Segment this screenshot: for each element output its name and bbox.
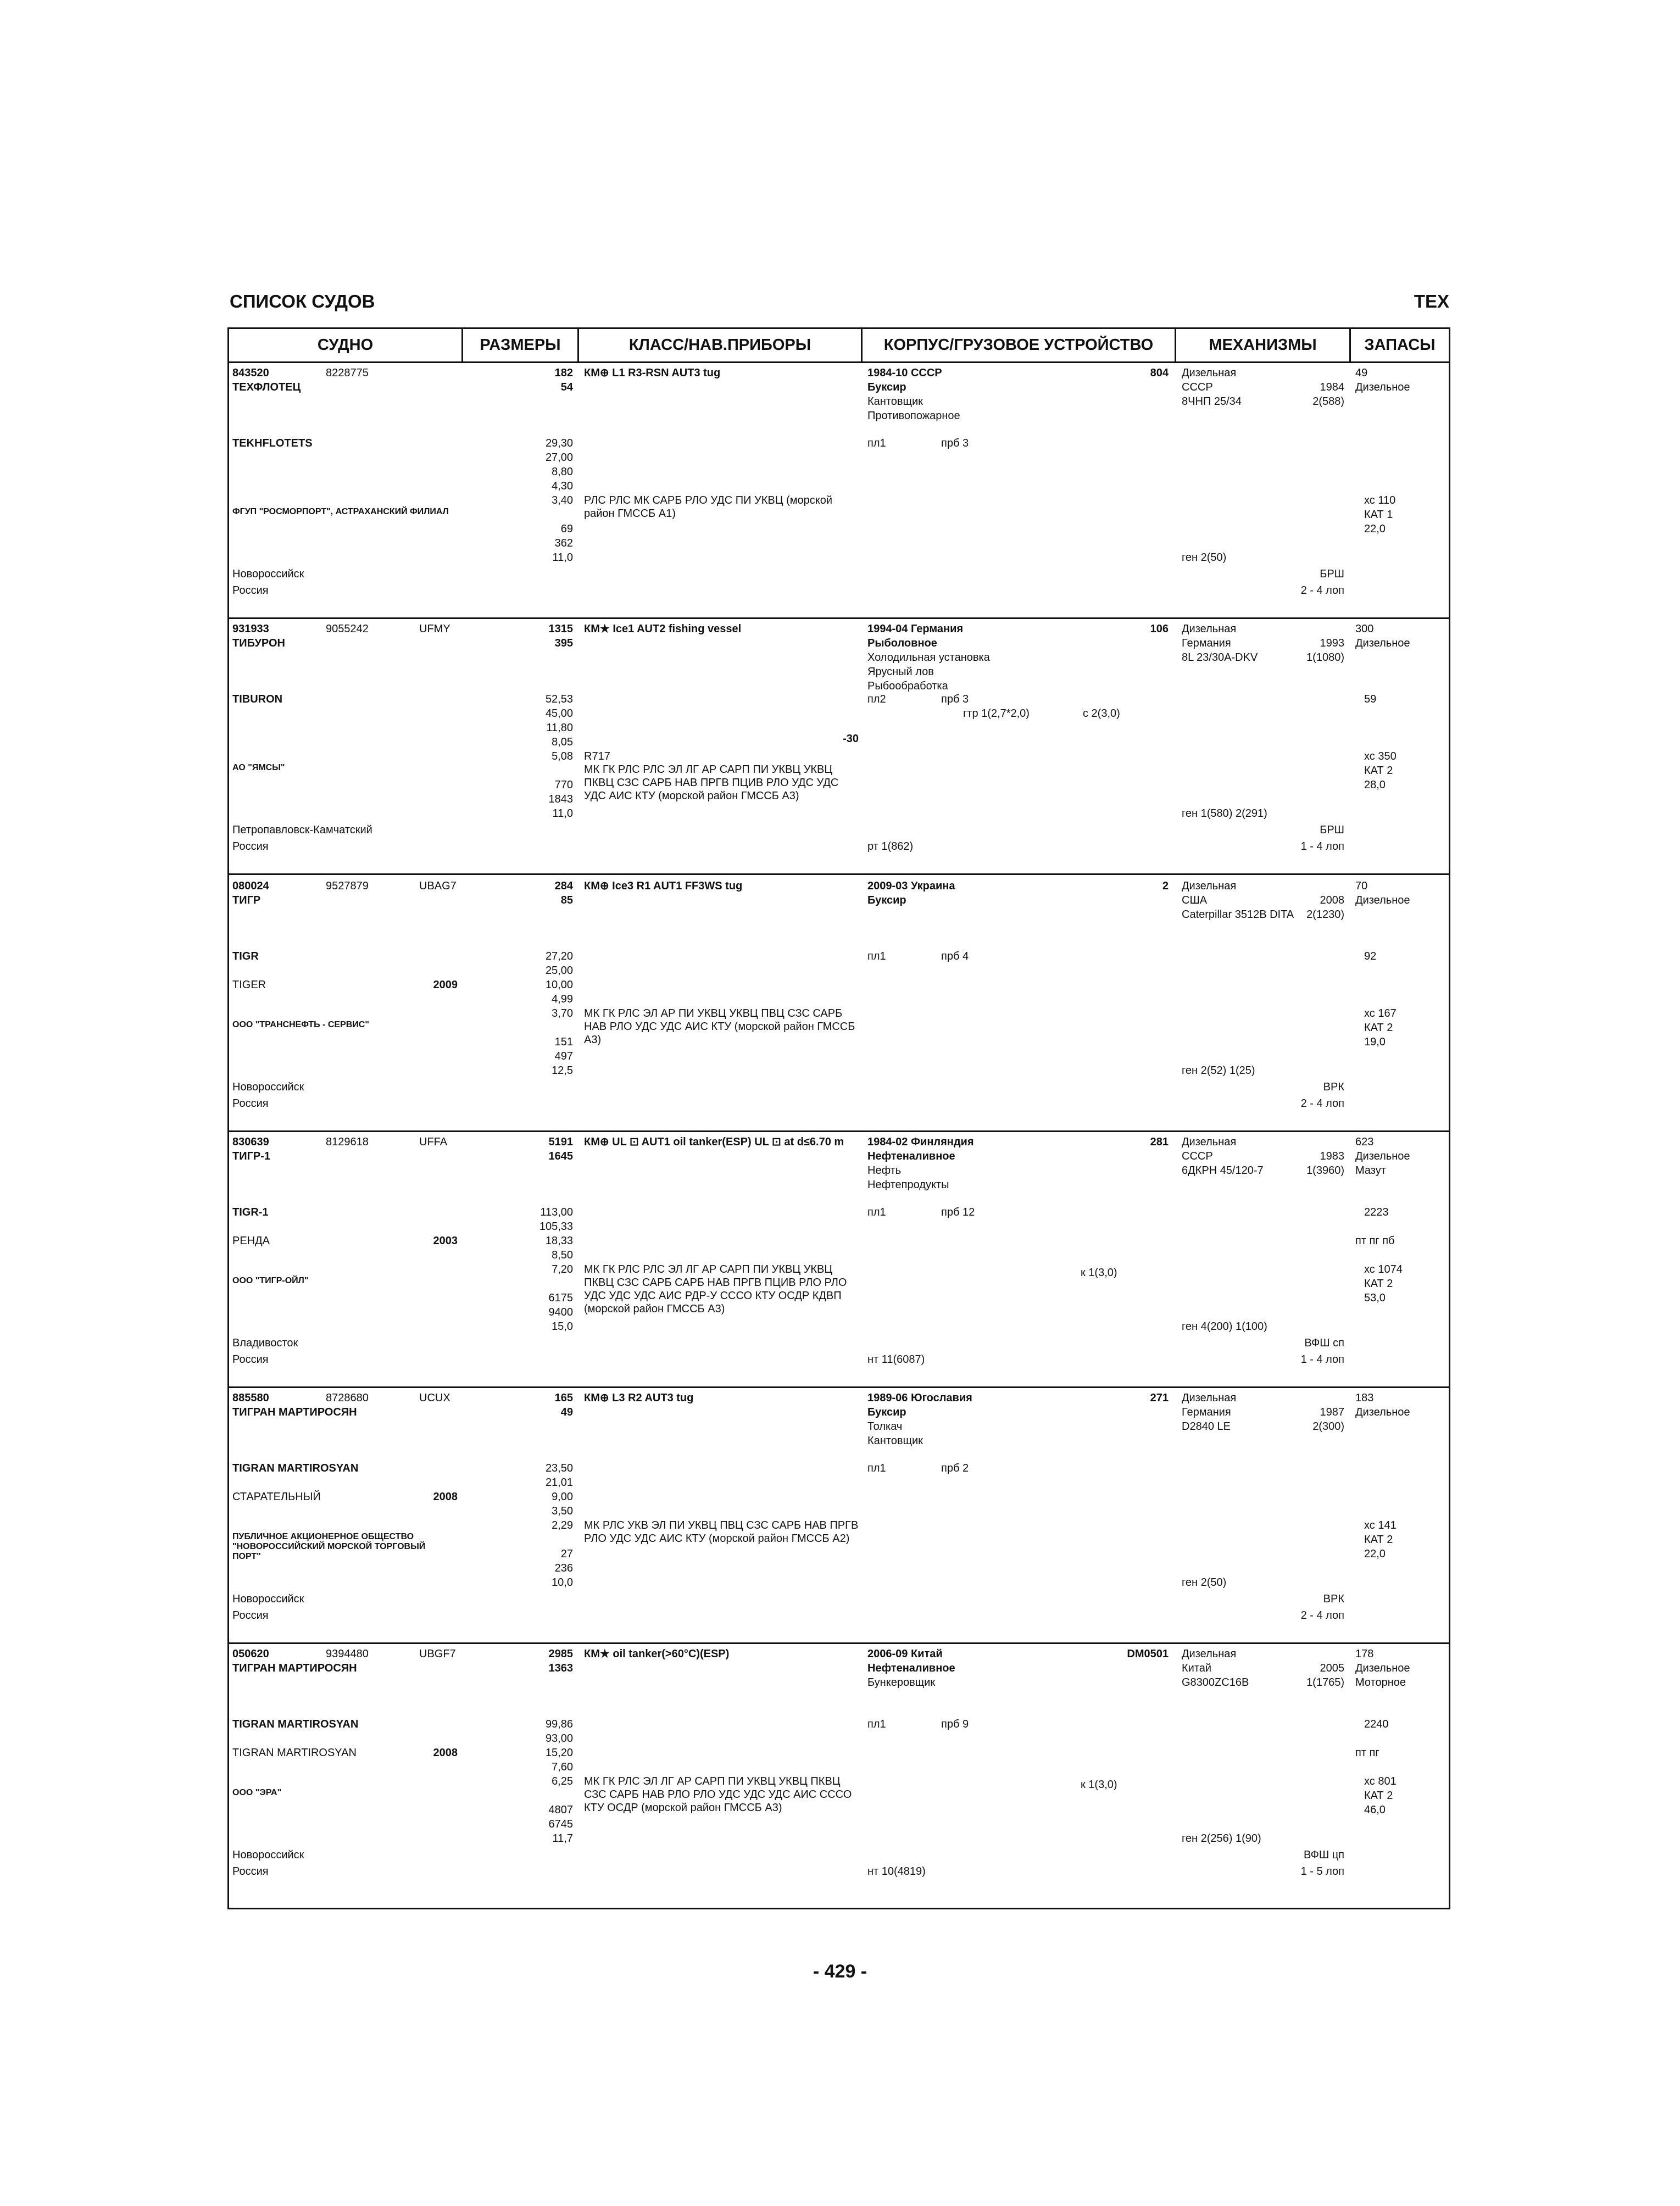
port-of-registry: Новороссийск: [232, 568, 304, 580]
imo-number: 8129618: [326, 1136, 369, 1148]
engine-power: 1(1765): [1306, 1676, 1344, 1689]
call-sign: UBAG7: [419, 880, 457, 892]
stores-detail: КАТ 2: [1364, 1022, 1393, 1034]
page-header: [230, 291, 1449, 319]
imo-number: 8728680: [326, 1392, 369, 1404]
owner: ООО "ЭРА": [232, 1788, 282, 1797]
owner: ПУБЛИЧНОЕ АКЦИОНЕРНОЕ ОБЩЕСТВО "НОВОРОССИЙСКИЙ МОРСКОЙ ТОРГОВЫЙ ПОРТ": [232, 1532, 426, 1561]
port-of-registry: Владивосток: [232, 1337, 298, 1349]
vessel-name: ТИГР-1: [232, 1150, 271, 1162]
engine-power: 2(1230): [1306, 909, 1344, 921]
stores-detail: 623: [1355, 1136, 1374, 1148]
class-number: -30: [843, 733, 859, 745]
registry-number: 050620: [232, 1648, 269, 1660]
owner: ООО "ТРАНСНЕФТЬ - СЕРВИС": [232, 1020, 369, 1029]
registry-number: 931933: [232, 623, 269, 635]
dimension-value: 2,29: [552, 1519, 573, 1531]
stores-detail: КАТ 2: [1364, 1278, 1393, 1290]
engine-detail: США: [1182, 894, 1208, 906]
vessel-type: Холодильная установка: [867, 651, 990, 664]
dimension-value: 18,33: [545, 1235, 573, 1247]
dimension-value: 5,08: [552, 750, 573, 762]
registry-number: 080024: [232, 880, 269, 892]
dimension-value: 1363: [548, 1662, 573, 1674]
stores-detail: КАТ 2: [1364, 765, 1393, 777]
dimension-value: 27,00: [545, 452, 573, 464]
stores-detail: Моторное: [1355, 1676, 1406, 1689]
dimension-value: 11,0: [552, 807, 573, 820]
flag-country: Россия: [232, 840, 269, 853]
builder-number: 2: [1162, 880, 1169, 892]
ship-registry-table: [227, 327, 1450, 1909]
hull-decks: пл1: [867, 1206, 886, 1218]
engine-detail: Китай: [1182, 1662, 1212, 1674]
dimension-value: 362: [554, 537, 573, 549]
build-date-country: 1994-04 Германия: [867, 623, 964, 635]
flag-country: Россия: [232, 584, 269, 597]
call-sign: UFMY: [419, 623, 450, 635]
hull-decks: пл1: [867, 950, 886, 962]
imo-number: 9055242: [326, 623, 369, 635]
dimension-value: 69: [560, 523, 573, 535]
engine-detail: G8300ZC16B: [1182, 1676, 1249, 1689]
vessel-record: [229, 363, 1449, 619]
stores-detail: Дизельное: [1355, 1150, 1410, 1162]
vessel-name-latin: TIGR: [232, 950, 259, 962]
dimension-value: 113,00: [540, 1206, 573, 1218]
builder-number: 106: [1150, 623, 1169, 635]
hull-decks: пл1: [867, 437, 886, 449]
dimension-value: 15,20: [545, 1747, 573, 1759]
dimension-value: 11,80: [546, 722, 573, 734]
flag-country: Россия: [232, 1353, 269, 1366]
class-notation: КМ⊕ L3 R2 AUT3 tug: [584, 1392, 694, 1404]
class-notation: КМ⊕ Ice3 R1 AUT1 FF3WS tug: [584, 880, 743, 892]
vessel-type: Бункеровщик: [867, 1676, 936, 1689]
vessel-name-latin: TIBURON: [232, 693, 283, 705]
engine-detail: D2840 LE: [1182, 1420, 1231, 1433]
vessel-name-latin: TIGRAN MARTIROSYAN: [232, 1462, 359, 1474]
class-notation: КМ⊕ UL ⊡ AUT1 oil tanker(ESP) UL ⊡ at d≤6.70 m: [584, 1136, 844, 1148]
stores-detail: Дизельное: [1355, 1406, 1410, 1418]
former-name-year: 2008: [433, 1747, 458, 1759]
propeller-blades: 2 - 4 лоп: [1300, 1609, 1344, 1622]
builder-number: 281: [1150, 1136, 1169, 1148]
stores-fuel-capacity: 92: [1364, 950, 1377, 962]
generators: ген 2(256) 1(90): [1182, 1832, 1261, 1845]
column-header-stores: ЗАПАСЫ: [1351, 329, 1449, 363]
generators: ген 4(200) 1(100): [1182, 1321, 1267, 1333]
propeller-blades: 1 - 4 лоп: [1300, 840, 1344, 853]
dimension-value: 284: [554, 880, 573, 892]
dimension-value: 52,53: [545, 693, 573, 705]
engine-detail: Дизельная: [1182, 367, 1237, 379]
vessel-type: Ярусный лов: [867, 666, 934, 678]
flag-country: Россия: [232, 1865, 269, 1878]
hull-bulkheads: прб 3: [941, 437, 969, 449]
vessel-type: Нефть: [867, 1165, 902, 1177]
build-date-country: 1984-02 Финляндия: [867, 1136, 974, 1148]
dimension-value: 497: [554, 1050, 573, 1062]
dimension-value: 395: [554, 637, 573, 649]
vessel-record: [229, 1388, 1449, 1644]
stores-detail: 22,0: [1364, 1548, 1386, 1560]
dimension-value: 12,5: [552, 1065, 573, 1077]
dimension-value: 182: [554, 367, 573, 379]
column-header-machinery: МЕХАНИЗМЫ: [1176, 329, 1351, 363]
vessel-type: Противопожарное: [867, 410, 960, 422]
cargo-tanks: нт 10(4819): [867, 1865, 926, 1878]
dimension-value: 6175: [548, 1292, 573, 1304]
propeller-blades: 2 - 4 лоп: [1300, 1098, 1344, 1110]
cargo-crane: к 1(3,0): [1081, 1779, 1117, 1791]
generators: ген 1(580) 2(291): [1182, 807, 1267, 820]
dimension-value: 11,7: [552, 1832, 573, 1845]
vessel-name-latin: TEKHFLOTETS: [232, 437, 313, 449]
former-name: TIGRAN MARTIROSYAN: [232, 1747, 357, 1759]
stores-detail: 46,0: [1364, 1804, 1386, 1816]
propeller-blades: 2 - 4 лоп: [1300, 584, 1344, 597]
dimension-value: 10,00: [545, 979, 573, 991]
build-date-country: 2009-03 Украина: [867, 880, 955, 892]
hull-decks: пл2: [867, 693, 886, 705]
builder-number: DM0501: [1127, 1648, 1169, 1660]
vessel-record: [229, 619, 1449, 875]
former-name: СТАРАТЕЛЬНЫЙ: [232, 1491, 321, 1503]
hull-bulkheads: прб 2: [941, 1462, 969, 1474]
dimension-value: 10,0: [552, 1576, 573, 1589]
hull-bulkheads: прб 9: [941, 1718, 969, 1730]
build-date-country: 2006-09 Китай: [867, 1648, 943, 1660]
registry-number: 885580: [232, 1392, 269, 1404]
engine-year: 2005: [1320, 1662, 1344, 1674]
owner: АО "ЯМСЫ": [232, 763, 285, 772]
dimension-value: 4807: [548, 1804, 573, 1816]
engine-year: 1993: [1320, 637, 1344, 649]
engine-power: 1(3960): [1306, 1165, 1344, 1177]
dimension-value: 6,25: [552, 1775, 573, 1787]
navigation-equipment: МК ГК РЛС ЭЛ АР ПИ УКВЦ УКВЦ ПВЦ СЗС САРБ НАВ РЛО УДС УДС АИС КТУ (морской район ГМССБ А3): [584, 1007, 858, 1046]
stores-detail: 178: [1355, 1648, 1374, 1660]
engine-power: 2(588): [1312, 395, 1344, 408]
port-of-registry: Новороссийск: [232, 1849, 304, 1861]
engine-detail: Дизельная: [1182, 1136, 1237, 1148]
engine-detail: Дизельная: [1182, 623, 1237, 635]
stores-detail: КАТ 2: [1364, 1534, 1393, 1546]
dimension-value: 54: [560, 381, 573, 393]
dimension-value: 21,01: [545, 1477, 573, 1489]
stores-detail: 70: [1355, 880, 1368, 892]
dimension-value: 7,20: [552, 1263, 573, 1275]
stores-fuel-capacity: 59: [1364, 693, 1377, 705]
dimension-value: 3,70: [552, 1007, 573, 1020]
dimension-value: 151: [554, 1036, 573, 1048]
dimension-value: 6745: [548, 1818, 573, 1830]
navigation-equipment: МК ГК РЛС РЛС ЭЛ ЛГ АР САРП ПИ УКВЦ УКВЦ ПКВЦ СЗС САРБ САРБ НАВ ПРГВ ПЦИВ РЛО РЛО УДС УДС УДС АИС РДР-У СССО КТУ ОСДР КДВП (морской район ГМССБ А3): [584, 1263, 850, 1315]
navigation-equipment: R717 МК ГК РЛС РЛС ЭЛ ЛГ АР САРП ПИ УКВЦ УКВЦ ПКВЦ СЗС САРБ НАВ ПРГВ ПЦИВ РЛО УДС УДС УДС АИС КТУ (морской район ГМССБ А3): [584, 750, 839, 802]
vessel-type: Буксир: [867, 1406, 906, 1418]
stores-detail: Дизельное: [1355, 894, 1410, 906]
cargo-crane: к 1(3,0): [1081, 1267, 1117, 1279]
stores-detail: хс 141: [1364, 1519, 1397, 1531]
vessel-type: Буксир: [867, 381, 906, 393]
vessel-type: Кантовщик: [867, 1435, 923, 1447]
stores-fuel-capacity: 2223: [1364, 1206, 1389, 1218]
dimension-value: 770: [554, 779, 573, 791]
hull-decks: пл1: [867, 1718, 886, 1730]
dimension-value: 8,50: [552, 1249, 573, 1261]
vessel-type: Нефтеналивное: [867, 1662, 955, 1674]
dimension-value: 99,86: [545, 1718, 573, 1730]
stores-fuel-capacity: 2240: [1364, 1718, 1389, 1730]
dimension-value: 1843: [548, 793, 573, 805]
hull-cranes: с 2(3,0): [1083, 708, 1120, 720]
engine-year: 1984: [1320, 381, 1344, 393]
hull-bulkheads: прб 3: [941, 693, 969, 705]
dimension-value: 15,0: [552, 1321, 573, 1333]
page-title: СПИСОК СУДОВ: [230, 291, 375, 311]
dimension-value: 7,60: [552, 1761, 573, 1773]
class-notation: КМ⊕ L1 R3-RSN AUT3 tug: [584, 367, 721, 379]
stores-detail: 53,0: [1364, 1292, 1386, 1304]
stores-detail: Дизельное: [1355, 1662, 1410, 1674]
vessel-record: [229, 1644, 1449, 1908]
hull-bulkheads: прб 4: [941, 950, 969, 962]
registry-number: 843520: [232, 367, 269, 379]
builder-number: 804: [1150, 367, 1169, 379]
imo-number: 8228775: [326, 367, 369, 379]
dimension-value: 49: [560, 1406, 573, 1418]
stores-detail: 19,0: [1364, 1036, 1386, 1048]
propeller-type: ВРК: [1323, 1593, 1344, 1605]
stores-detail: КАТ 1: [1364, 509, 1393, 521]
vessel-name: ТИГР: [232, 894, 261, 906]
owner: ФГУП "РОСМОРПОРТ", АСТРАХАНСКИЙ ФИЛИАЛ: [232, 507, 449, 516]
vessel-type: Толкач: [867, 1420, 903, 1433]
stores-detail: 300: [1355, 623, 1374, 635]
vessel-type: Буксир: [867, 894, 906, 906]
stores-detail: хс 1074: [1364, 1263, 1403, 1275]
dimension-value: 2985: [548, 1648, 573, 1660]
vessel-name: ТЕХФЛОТЕЦ: [232, 381, 301, 393]
dimension-value: 3,50: [552, 1505, 573, 1517]
vessel-record: [229, 876, 1449, 1132]
vessel-type: Рыбообработка: [867, 680, 948, 692]
dimension-value: 23,50: [545, 1462, 573, 1474]
dimension-value: 1315: [548, 623, 573, 635]
stores-fuel-types: пт пг пб: [1355, 1235, 1395, 1247]
former-name: TIGER: [232, 979, 266, 991]
vessel-name-latin: TIGR-1: [232, 1206, 269, 1218]
vessel-type: Нефтеналивное: [867, 1150, 955, 1162]
vessel-name: ТИГРАН МАРТИРОСЯН: [232, 1662, 357, 1674]
dimension-value: 85: [560, 894, 573, 906]
stores-detail: 183: [1355, 1392, 1374, 1404]
column-header-hull: КОРПУС/ГРУЗОВОЕ УСТРОЙСТВО: [863, 329, 1176, 363]
call-sign: UBGF7: [419, 1648, 456, 1660]
engine-year: 2008: [1320, 894, 1344, 906]
engine-detail: 6ДКРН 45/120-7: [1182, 1165, 1264, 1177]
dimension-value: 29,30: [545, 437, 573, 449]
vessel-name: ТИБУРОН: [232, 637, 285, 649]
engine-detail: Caterpillar 3512B DITA: [1182, 909, 1294, 921]
former-name: РЕНДА: [232, 1235, 270, 1247]
propeller-blades: 1 - 4 лоп: [1300, 1353, 1344, 1366]
dimension-value: 93,00: [545, 1733, 573, 1745]
stores-detail: хс 110: [1364, 494, 1396, 506]
build-date-country: 1984-10 СССР: [867, 367, 942, 379]
column-header-vessel: СУДНО: [229, 329, 463, 363]
dimension-value: 11,0: [552, 552, 573, 564]
navigation-equipment: МК ГК РЛС ЭЛ ЛГ АР САРП ПИ УКВЦ УКВЦ ПКВЦ СЗС САРБ НАВ РЛО РЛО УДС УДС УДС АИС СССО КТУ ОСДР (морской район ГМССБ А3): [584, 1775, 855, 1814]
column-header-dimensions: РАЗМЕРЫ: [463, 329, 579, 363]
flag-country: Россия: [232, 1098, 269, 1110]
engine-power: 2(300): [1312, 1420, 1344, 1433]
generators: ген 2(50): [1182, 552, 1227, 564]
stores-detail: хс 167: [1364, 1007, 1397, 1020]
page-number: - 429 -: [813, 1961, 867, 1982]
dimension-value: 165: [554, 1392, 573, 1404]
dimension-value: 9,00: [552, 1491, 573, 1503]
build-date-country: 1989-06 Югославия: [867, 1392, 972, 1404]
vessel-type: Кантовщик: [867, 395, 923, 408]
dimension-value: 4,30: [552, 480, 573, 492]
former-name-year: 2009: [433, 979, 458, 991]
dimension-value: 236: [554, 1562, 573, 1574]
builder-number: 271: [1150, 1392, 1169, 1404]
engine-detail: СССР: [1182, 381, 1213, 393]
navigation-equipment: МК РЛС УКВ ЭЛ ПИ УКВЦ ПВЦ СЗС САРБ НАВ ПРГВ РЛО УДС УДС АИС КТУ (морской район ГМССБ А2): [584, 1519, 861, 1545]
hull-decks: пл1: [867, 1462, 886, 1474]
former-name-year: 2003: [433, 1235, 458, 1247]
registry-number: 830639: [232, 1136, 269, 1148]
port-of-registry: Новороссийск: [232, 1593, 304, 1605]
vessel-name-latin: TIGRAN MARTIROSYAN: [232, 1718, 359, 1730]
call-sign: UCUX: [419, 1392, 450, 1404]
class-notation: КМ★ oil tanker(>60°C)(ESP): [584, 1648, 730, 1660]
engine-power: 1(1080): [1306, 651, 1344, 664]
engine-detail: Дизельная: [1182, 1648, 1237, 1660]
generators: ген 2(50): [1182, 1576, 1227, 1589]
imo-number: 9394480: [326, 1648, 369, 1660]
dimension-value: 8,80: [552, 466, 573, 478]
engine-detail: Дизельная: [1182, 880, 1237, 892]
class-notation: КМ★ Ice1 AUT2 fishing vessel: [584, 623, 742, 635]
engine-detail: 8L 23/30A-DKV: [1182, 651, 1258, 664]
cargo-tanks: нт 11(6087): [867, 1353, 925, 1366]
owner: ООО "ТИГР-ОЙЛ": [232, 1276, 309, 1285]
vessel-record: [229, 1132, 1449, 1388]
engine-detail: 8ЧНП 25/34: [1182, 395, 1242, 408]
vessel-name: ТИГРАН МАРТИРОСЯН: [232, 1406, 357, 1418]
stores-detail: 49: [1355, 367, 1368, 379]
dimension-value: 27: [560, 1548, 573, 1560]
dimension-value: 27,20: [545, 950, 573, 962]
propeller-type: ВФШ цп: [1303, 1849, 1344, 1861]
engine-detail: Дизельная: [1182, 1392, 1237, 1404]
engine-detail: Германия: [1182, 637, 1231, 649]
stores-detail: КАТ 2: [1364, 1790, 1393, 1802]
hull-holds: гтр 1(2,7*2,0): [963, 708, 1030, 720]
propeller-blades: 1 - 5 лоп: [1300, 1865, 1344, 1878]
propeller-type: ВФШ сп: [1304, 1337, 1344, 1349]
dimension-value: 105,33: [539, 1221, 573, 1233]
vessel-type: Рыболовное: [867, 637, 937, 649]
hull-bulkheads: прб 12: [941, 1206, 975, 1218]
engine-year: 1983: [1320, 1150, 1344, 1162]
former-name-year: 2008: [433, 1491, 458, 1503]
dimension-value: 9400: [548, 1306, 573, 1318]
dimension-value: 4,99: [552, 993, 573, 1005]
stores-detail: Дизельное: [1355, 637, 1410, 649]
stores-detail: хс 350: [1364, 750, 1397, 762]
port-of-registry: Новороссийск: [232, 1081, 304, 1093]
propeller-type: БРШ: [1320, 568, 1344, 580]
propeller-type: БРШ: [1320, 824, 1344, 836]
navigation-equipment: РЛС РЛС МК САРБ РЛО УДС ПИ УКВЦ (морской район ГМССБ А1): [584, 494, 836, 520]
call-sign: UFFA: [419, 1136, 448, 1148]
engine-detail: Германия: [1182, 1406, 1231, 1418]
dimension-value: 25,00: [545, 965, 573, 977]
flag-country: Россия: [232, 1609, 269, 1622]
engine-year: 1987: [1320, 1406, 1344, 1418]
propeller-type: ВРК: [1323, 1081, 1344, 1093]
engine-detail: СССР: [1182, 1150, 1213, 1162]
dimension-value: 45,00: [545, 708, 573, 720]
stores-fuel-types: пт пг: [1355, 1747, 1379, 1759]
dimension-value: 3,40: [552, 494, 573, 506]
stores-detail: хс 801: [1364, 1775, 1397, 1787]
imo-number: 9527879: [326, 880, 369, 892]
cargo-tanks: рт 1(862): [867, 840, 914, 853]
stores-detail: Мазут: [1355, 1165, 1386, 1177]
page-section-code: ТЕХ: [1414, 291, 1449, 311]
stores-detail: Дизельное: [1355, 381, 1410, 393]
port-of-registry: Петропавловск-Камчатский: [232, 824, 372, 836]
generators: ген 2(52) 1(25): [1182, 1065, 1255, 1077]
dimension-value: 5191: [548, 1136, 573, 1148]
vessel-type: Нефтепродукты: [867, 1179, 949, 1191]
dimension-value: 1645: [548, 1150, 573, 1162]
stores-detail: 28,0: [1364, 779, 1386, 791]
stores-detail: 22,0: [1364, 523, 1386, 535]
dimension-value: 8,05: [552, 736, 573, 748]
column-header-class: КЛАСС/НАВ.ПРИБОРЫ: [579, 329, 863, 363]
